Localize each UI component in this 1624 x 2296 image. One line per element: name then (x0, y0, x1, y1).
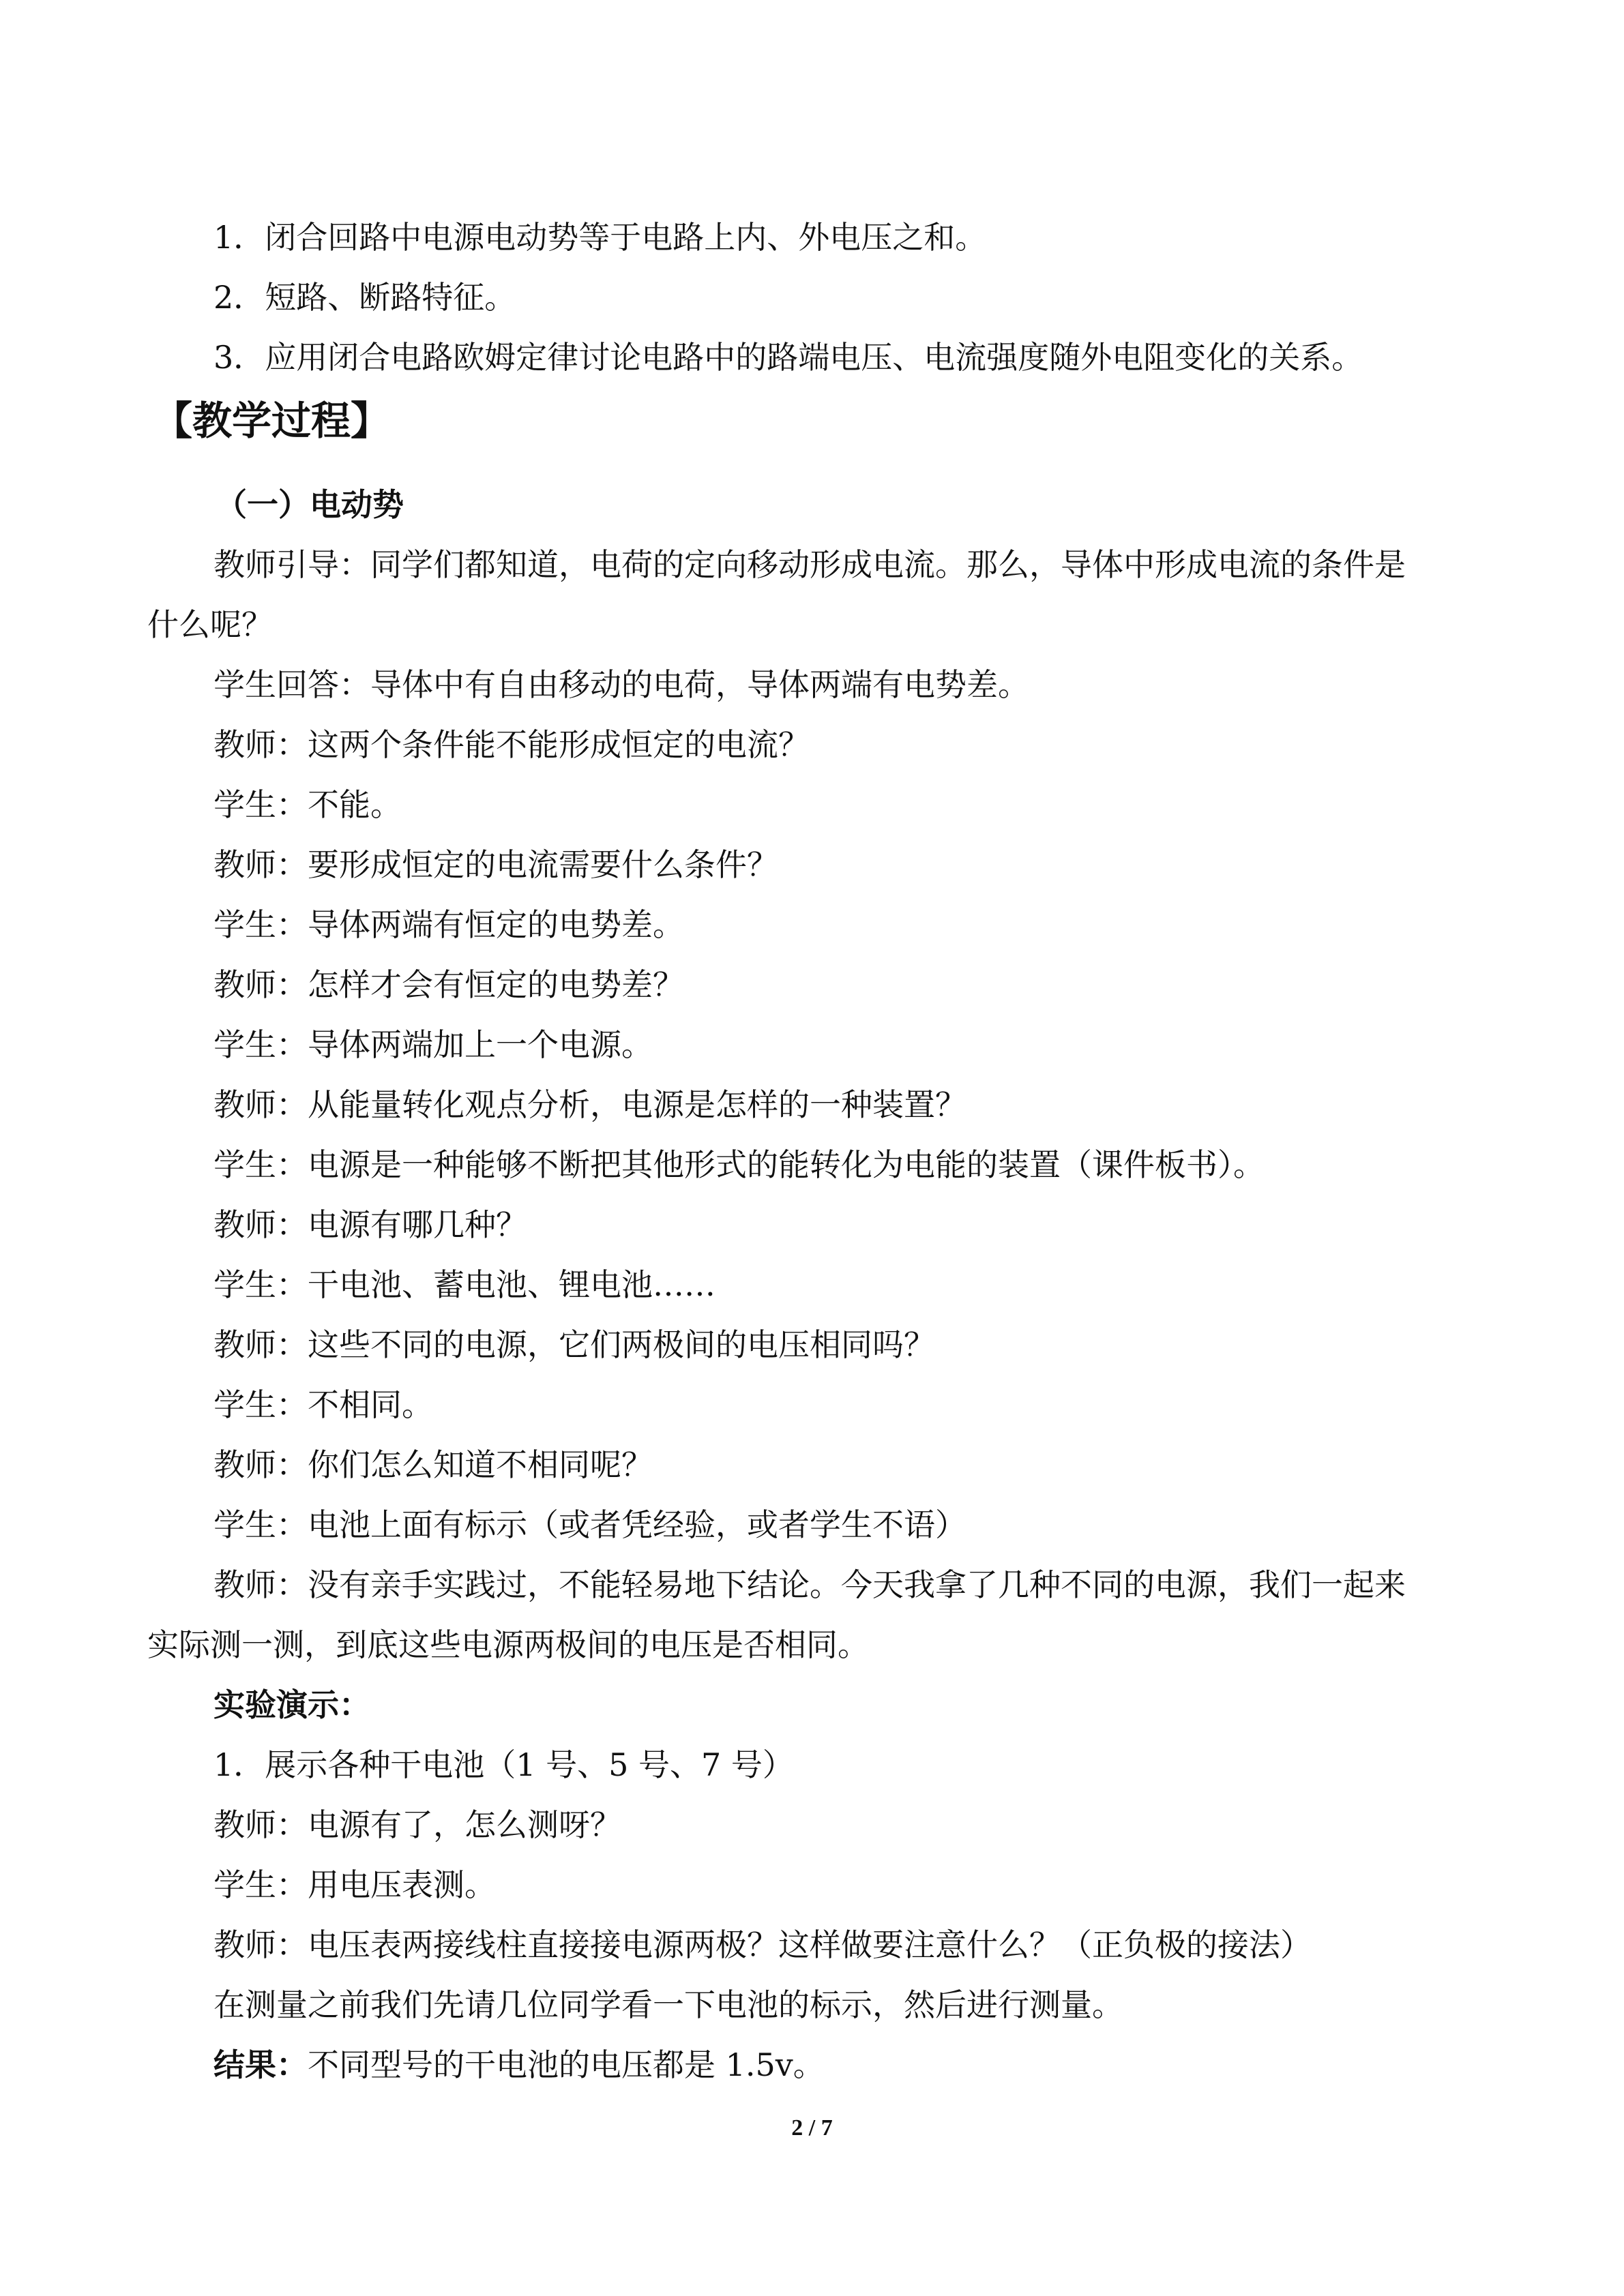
section-title: 【教学过程】 (153, 398, 391, 444)
dialogue-line: 学生：不相同。 (213, 1386, 433, 1423)
dialogue-line: 教师：要形成恒定的电流需要什么条件？ (213, 846, 778, 883)
dialogue-line: 学生：干电池、蓄电池、锂电池…… (213, 1266, 715, 1303)
dialogue-line: 学生：导体两端有恒定的电势差。 (213, 906, 684, 943)
dialogue-line: 教师：这两个条件能不能形成恒定的电流？ (213, 726, 810, 763)
dialogue-line: 教师：这些不同的电源，它们两极间的电压相同吗？ (213, 1326, 935, 1363)
experiment-line: 教师：电压表两接线柱直接接电源两极？这样做要注意什么？（正负极的接法） (213, 1926, 1312, 1963)
subsection-title: （一）电动势 (216, 486, 404, 523)
dialogue-line: 学生回答：导体中有自由移动的电荷，导体两端有电势差。 (213, 666, 1029, 703)
page-number: 2 / 7 (791, 2115, 833, 2141)
dialogue-line: 教师：没有亲手实践过，不能轻易地下结论。今天我拿了几种不同的电源，我们一起来 (213, 1566, 1406, 1603)
dialogue-line: 学生：电源是一种能够不断把其他形式的能转化为电能的装置（课件板书）。 (213, 1146, 1265, 1183)
experiment-line: 1．展示各种干电池（1 号、5 号、7 号） (213, 1746, 794, 1783)
dialogue-line: 教师：你们怎么知道不相同呢？ (213, 1446, 653, 1483)
dialogue-line: 教师：电源有哪几种？ (213, 1206, 527, 1243)
dialogue-line: 什么呢？ (147, 606, 273, 643)
key-point-2: 2．短路、断路特征。 (213, 279, 516, 316)
dialogue-line: 实际测一测，到底这些电源两极间的电压是否相同。 (147, 1626, 869, 1663)
dialogue-line: 教师：从能量转化观点分析，电源是怎样的一种装置？ (213, 1086, 966, 1123)
dialogue-line: 学生：不能。 (213, 786, 402, 823)
key-point-3: 3．应用闭合电路欧姆定律讨论电路中的路端电压、电流强度随外电阻变化的关系。 (213, 339, 1363, 376)
experiment-title: 实验演示： (213, 1686, 370, 1723)
dialogue-line: 教师引导：同学们都知道，电荷的定向移动形成电流。那么，导体中形成电流的条件是 (213, 546, 1406, 583)
key-point-1: 1．闭合回路中电源电动势等于电路上内、外电压之和。 (213, 219, 987, 256)
dialogue-line: 学生：导体两端加上一个电源。 (213, 1026, 653, 1063)
experiment-line: 学生：用电压表测。 (213, 1866, 496, 1903)
dialogue-line: 教师：怎样才会有恒定的电势差？ (213, 966, 684, 1003)
result-text: 不同型号的干电池的电压都是 1.5v。 (308, 2046, 825, 2083)
experiment-line: 在测量之前我们先请几位同学看一下电池的标示，然后进行测量。 (213, 1986, 1123, 2023)
dialogue-line: 学生：电池上面有标示（或者凭经验，或者学生不语） (213, 1506, 966, 1543)
result-line (213, 2046, 825, 2084)
experiment-line: 教师：电源有了，怎么测呀？ (213, 1806, 621, 1843)
result-label: 结果： (213, 2046, 308, 2083)
